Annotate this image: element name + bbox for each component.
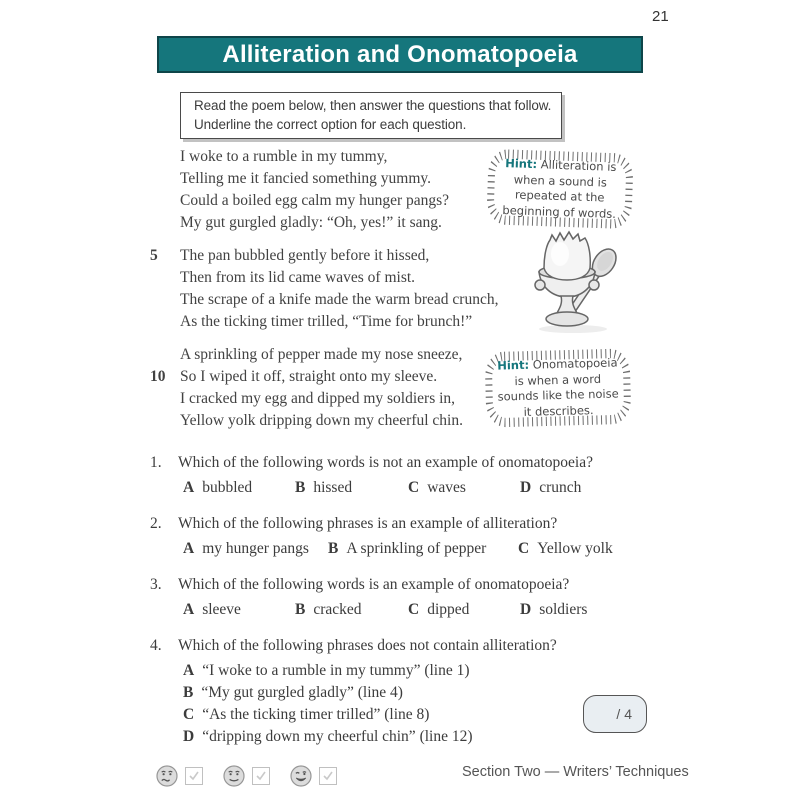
poem (150, 146, 499, 443)
line-number (150, 267, 180, 289)
option-letter: D (520, 479, 532, 496)
option-a (183, 477, 295, 498)
poem-line-text: As the ticking timer trilled, “Time for brunch!” (180, 313, 473, 330)
assessment-checkbox[interactable] (185, 767, 203, 785)
question-number: 1. (150, 454, 162, 471)
option-text: soldiers (539, 601, 588, 618)
line-number (150, 146, 180, 168)
poem-line (150, 388, 490, 410)
option-letter: B (183, 684, 194, 701)
option-letter: B (295, 601, 306, 618)
score-label: / 4 (616, 706, 632, 722)
hint-box-onomatopoeia (482, 345, 634, 431)
question-text: Which of the following phrases does not contain alliteration? (178, 637, 557, 654)
poem-line-text: A sprinkling of pepper made my nose sneeze, (180, 346, 463, 363)
poem-line (150, 410, 490, 432)
option-c (518, 538, 670, 559)
poem-line (150, 267, 490, 289)
poem-line (150, 245, 490, 267)
poem-line-text: Could a boiled egg calm my hunger pangs? (180, 192, 450, 209)
poem-line-text: So I wiped it off, straight onto my sleeve. (180, 368, 438, 385)
option-letter: C (408, 601, 420, 618)
poem-line-text: Telling me it fancied something yummy. (180, 170, 432, 187)
hint-body: Alliteration is when a sound is repeated at the beginning of words. (502, 157, 617, 221)
option-text: my hunger pangs (202, 540, 309, 557)
option-text: “As the ticking timer trilled” (line 8) (202, 706, 430, 723)
option-letter: A (183, 479, 195, 496)
option-a (183, 538, 328, 559)
question-text: Which of the following words is an example of onomatopoeia? (178, 576, 570, 593)
option-b (328, 538, 518, 559)
option-letter: A (183, 662, 195, 679)
question-text: Which of the following words is not an example of onomatopoeia? (178, 454, 593, 471)
line-number: 10 (150, 368, 166, 385)
poem-line-text: I cracked my egg and dipped my soldiers in, (180, 390, 456, 407)
poem-line (150, 344, 490, 366)
poem-line-text: The pan bubbled gently before it hissed, (180, 247, 430, 264)
egg-in-cup-illustration (503, 228, 639, 341)
line-number (150, 289, 180, 311)
option-a (183, 660, 670, 682)
poem-line (150, 146, 490, 168)
hint-box-alliteration (484, 145, 637, 232)
option-text: “dripping down my cheerful chin” (line 12) (202, 728, 473, 745)
hint-label: Hint: (497, 357, 530, 373)
neutral-face-icon (222, 764, 246, 788)
option-b (295, 477, 408, 498)
option-c (408, 599, 520, 620)
check-icon (188, 770, 200, 782)
title-banner (157, 36, 643, 73)
face-group-happy (289, 764, 337, 788)
option-letter: D (183, 728, 195, 745)
option-d (520, 599, 670, 620)
instruction-line: Read the poem below, then answer the questions that follow. (194, 98, 552, 113)
option-text: Yellow yolk (537, 540, 613, 557)
option-b (295, 599, 408, 620)
poem-line-text: Then from its lid came waves of mist. (180, 269, 416, 286)
poem-line (150, 289, 499, 311)
line-number (150, 388, 180, 410)
poem-stanza (150, 146, 490, 234)
option-text: waves (427, 479, 466, 496)
score-box (583, 695, 647, 733)
option-text: “My gut gurgled gladly” (line 4) (201, 684, 403, 701)
line-number (150, 344, 180, 366)
hint-body: Onomatopoeia is when a word sounds like the noise it describes. (497, 355, 619, 419)
question-3 (150, 574, 670, 620)
option-text: crunch (539, 479, 582, 496)
line-number (150, 168, 180, 190)
poem-line-text: I woke to a rumble in my tummy, (180, 148, 388, 165)
poem-line (150, 168, 490, 190)
question-1 (150, 452, 670, 498)
option-text: A sprinkling of pepper (346, 540, 487, 557)
line-number (150, 212, 180, 234)
page-title: Alliteration and Onomatopoeia (222, 40, 578, 68)
page-number: 21 (652, 8, 669, 25)
poem-line (150, 212, 490, 234)
option-letter: B (328, 540, 339, 557)
self-assessment-faces (155, 764, 347, 788)
poem-stanza (150, 344, 490, 432)
instruction-line: Underline the correct option for each question. (194, 116, 467, 132)
option-a (183, 599, 295, 620)
check-icon (255, 770, 267, 782)
instruction-box (180, 92, 562, 139)
assessment-checkbox[interactable] (252, 767, 270, 785)
poem-line (150, 366, 490, 388)
hint-label: Hint: (505, 156, 538, 172)
poem-line-text: Yellow yolk dripping down my cheerful chin. (180, 412, 463, 429)
option-letter: C (183, 706, 195, 723)
poem-line-text: The scrape of a knife made the warm bread crunch, (180, 291, 499, 308)
poem-line (150, 190, 490, 212)
option-c (408, 477, 520, 498)
line-number (150, 190, 180, 212)
option-d (520, 477, 670, 498)
assessment-checkbox[interactable] (319, 767, 337, 785)
option-text: “I woke to a rumble in my tummy” (line 1) (202, 662, 470, 679)
poem-line-text: My gut gurgled gladly: “Oh, yes!” it sang. (180, 214, 442, 231)
question-number: 3. (150, 576, 162, 593)
poem-line (150, 311, 490, 333)
line-number (150, 410, 180, 432)
cracked-egg (544, 232, 590, 280)
option-text: hissed (313, 479, 353, 496)
option-letter: A (183, 601, 195, 618)
question-number: 2. (150, 515, 162, 532)
option-letter: C (408, 479, 420, 496)
happy-wink-face-icon (289, 764, 313, 788)
worried-face-icon (155, 764, 179, 788)
option-letter: A (183, 540, 195, 557)
option-letter: B (295, 479, 306, 496)
line-number (150, 311, 180, 333)
option-text: dipped (427, 601, 470, 618)
option-letter: D (520, 601, 532, 618)
option-text: bubbled (202, 479, 253, 496)
option-letter: C (518, 540, 530, 557)
question-2 (150, 513, 670, 559)
line-number: 5 (150, 247, 158, 264)
question-text: Which of the following phrases is an example of alliteration? (178, 515, 558, 532)
face-group-worried (155, 764, 203, 788)
poem-stanza (150, 245, 499, 333)
option-text: cracked (313, 601, 362, 618)
check-icon (322, 770, 334, 782)
question-number: 4. (150, 637, 162, 654)
face-group-neutral (222, 764, 270, 788)
option-text: sleeve (202, 601, 241, 618)
section-footer: Section Two — Writers’ Techniques (462, 764, 689, 780)
